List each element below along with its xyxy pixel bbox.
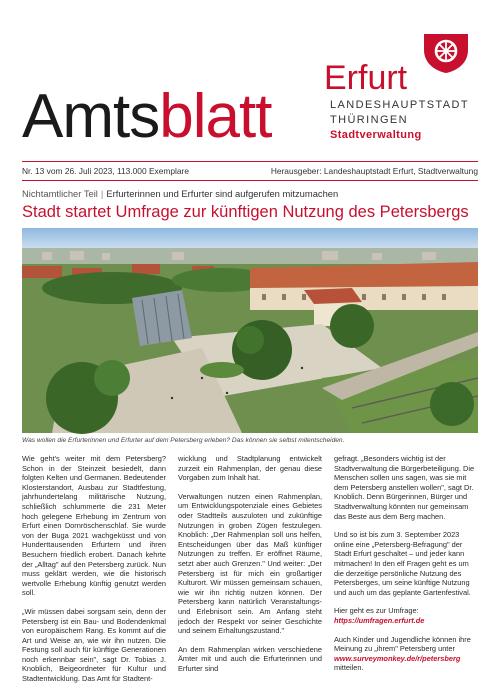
paragraph: wicklung und Stadtplanung entwickelt zurzeit ein Rahmenplan, der genau diese Vorgaben zum Inhalt hat. xyxy=(178,454,322,483)
erfurt-wordmark-part1: Er xyxy=(324,59,358,97)
photo-caption: Was wollen die Erfurterinnen und Erfurter auf dem Petersberg erleben? Das können sie selbst mitentscheiden. xyxy=(22,437,345,444)
article-headline: Stadt startet Umfrage zur künftigen Nutzung des Petersbergs xyxy=(22,203,469,221)
erfurt-logo xyxy=(324,32,484,152)
kicker-topic: Erfurterinnen und Erfurter sind aufgerufen mitzumachen xyxy=(106,188,339,199)
issue-bar xyxy=(22,161,478,181)
paragraph: An dem Rahmenplan wirken verschiedene Ämter mit und auch die Erfurterinnen und Erfurter sind xyxy=(178,644,322,673)
kids-survey-link[interactable]: www.surveymonkey.de/r/petersberg xyxy=(334,653,461,663)
wheel-crest-icon xyxy=(422,32,470,74)
paragraph: Wie geht's weiter mit dem Petersberg? Schon in der Steinzeit besiedelt, dann folgten Kelten und Germanen. Bedeutender Klosterstandort, Ausbau zur Stadtfestung, jahrhundertelang militärische Nutzung, schließlich schlummerte die 231 Meter hoch gelegene Erhebung im Zentrum von Erfurt einen Dornröschenschlaf. Sie wurde von der Buga 2021 wachgeküsst und von Hunderttausenden Erfurtern und ihren Besuchern friedlich erobert. Danach kehrte der „Alltag" auf den Petersberg zurück. Nun muss geklärt werden, wie die historisch wertvolle Erhebung künftig genutzt werden soll. xyxy=(22,454,166,598)
article-column-3 xyxy=(334,454,478,682)
title-amts: Amts xyxy=(22,82,160,151)
article-column-1 xyxy=(22,454,166,693)
kicker-separator: | xyxy=(100,188,104,199)
petersberg-aerial-photo xyxy=(22,228,478,433)
survey-lead: Hier geht es zur Umfrage: xyxy=(334,606,419,616)
survey-link[interactable]: https://umfragen.erfurt.de xyxy=(334,615,425,625)
publisher-info: Herausgeber: Landeshauptstadt Erfurt, Stadtverwaltung xyxy=(270,166,478,176)
city-label-landeshauptstadt: LANDESHAUPTSTADT xyxy=(330,99,469,111)
kicker-section: Nichtamtlicher Teil xyxy=(22,188,98,199)
kids-paragraph xyxy=(334,635,478,673)
kids-tail: mitteilen. xyxy=(334,663,364,673)
paragraph: Verwaltungen nutzen einen Rahmenplan, um Entwicklungspotenziale eines Gebietes oder Stadtteils auszuloten und zukünftige Nutzungen in groben Zügen festzulegen. Knoblich: „Der Rahmenplan soll uns helfen, Entscheidungen über das Maß künftiger Nutzungen zu treffen. Er eröffnet Räume, setzt aber auch Grenzen." Und weiter: „Der Petersberg ist für mich ein großartiger Kulturort. Wir müssen gemeinsam schauen, wie wir ihn richtig nutzen können. Der Petersberg kann natürlich Veranstaltungs- und Erlebnisort sein. Am Anfang steht jedoch der Respekt vor seiner Geschichte und seinem Erhaltungszustand." xyxy=(178,491,322,636)
erfurt-wordmark-part2: furt xyxy=(358,59,408,97)
masthead xyxy=(0,0,500,160)
city-label-stadtverwaltung: Stadtverwaltung xyxy=(330,129,422,141)
issue-info: Nr. 13 vom 26. Juli 2023, 113.000 Exemplare xyxy=(22,166,189,176)
paragraph: gefragt. „Besonders wichtig ist der Stadtverwaltung die Bürgerbeteiligung. Die Menschen sollen uns sagen, was sie mit dem Petersberg anstellen wollen", sagt Dr. Knoblich. Denn Bürgerinnen, Bürger und Stadtverwaltung könnten nur gemeinsam das Beste aus dem Berg machen. xyxy=(334,454,475,521)
paragraph: „Wir müssen dabei sorgsam sein, denn der Petersberg ist ein Bau- und Bodendenkmal von europäischem Rang. Es kommt auf die Art und Weise an, wie wir ihn nutzen. Die Festung soll auch für künftige Generationen noch erkennbar sein", sagt Dr. Tobias J. Knoblich, Beigeordneter für Kultur und Stadtentwicklung. Das Amt für Stadtent- xyxy=(22,606,166,684)
kids-text: Auch Kinder und Jugendliche können ihre Meinung zu „ihrem" Petersberg unter xyxy=(334,634,471,654)
newspaper-title xyxy=(22,82,272,151)
article-column-2 xyxy=(178,454,322,682)
aerial-view-image xyxy=(22,228,478,433)
article-kicker xyxy=(22,188,338,199)
erfurt-wordmark xyxy=(324,60,407,96)
paragraph: Und so ist bis zum 3. September 2023 online eine „Petersberg-Befragung" der Stadt Erfurt geschaltet – und jeder kann mitmachen! In den elf Fragen geht es um die derzeitige persönliche Nutzung des Petersberges, um seine künftige Nutzung und auch um das geplante Gartenfestival. xyxy=(334,530,471,597)
city-label-thueringen: THÜRINGEN xyxy=(330,114,408,126)
title-blatt: blatt xyxy=(159,82,272,151)
survey-paragraph xyxy=(334,606,478,625)
